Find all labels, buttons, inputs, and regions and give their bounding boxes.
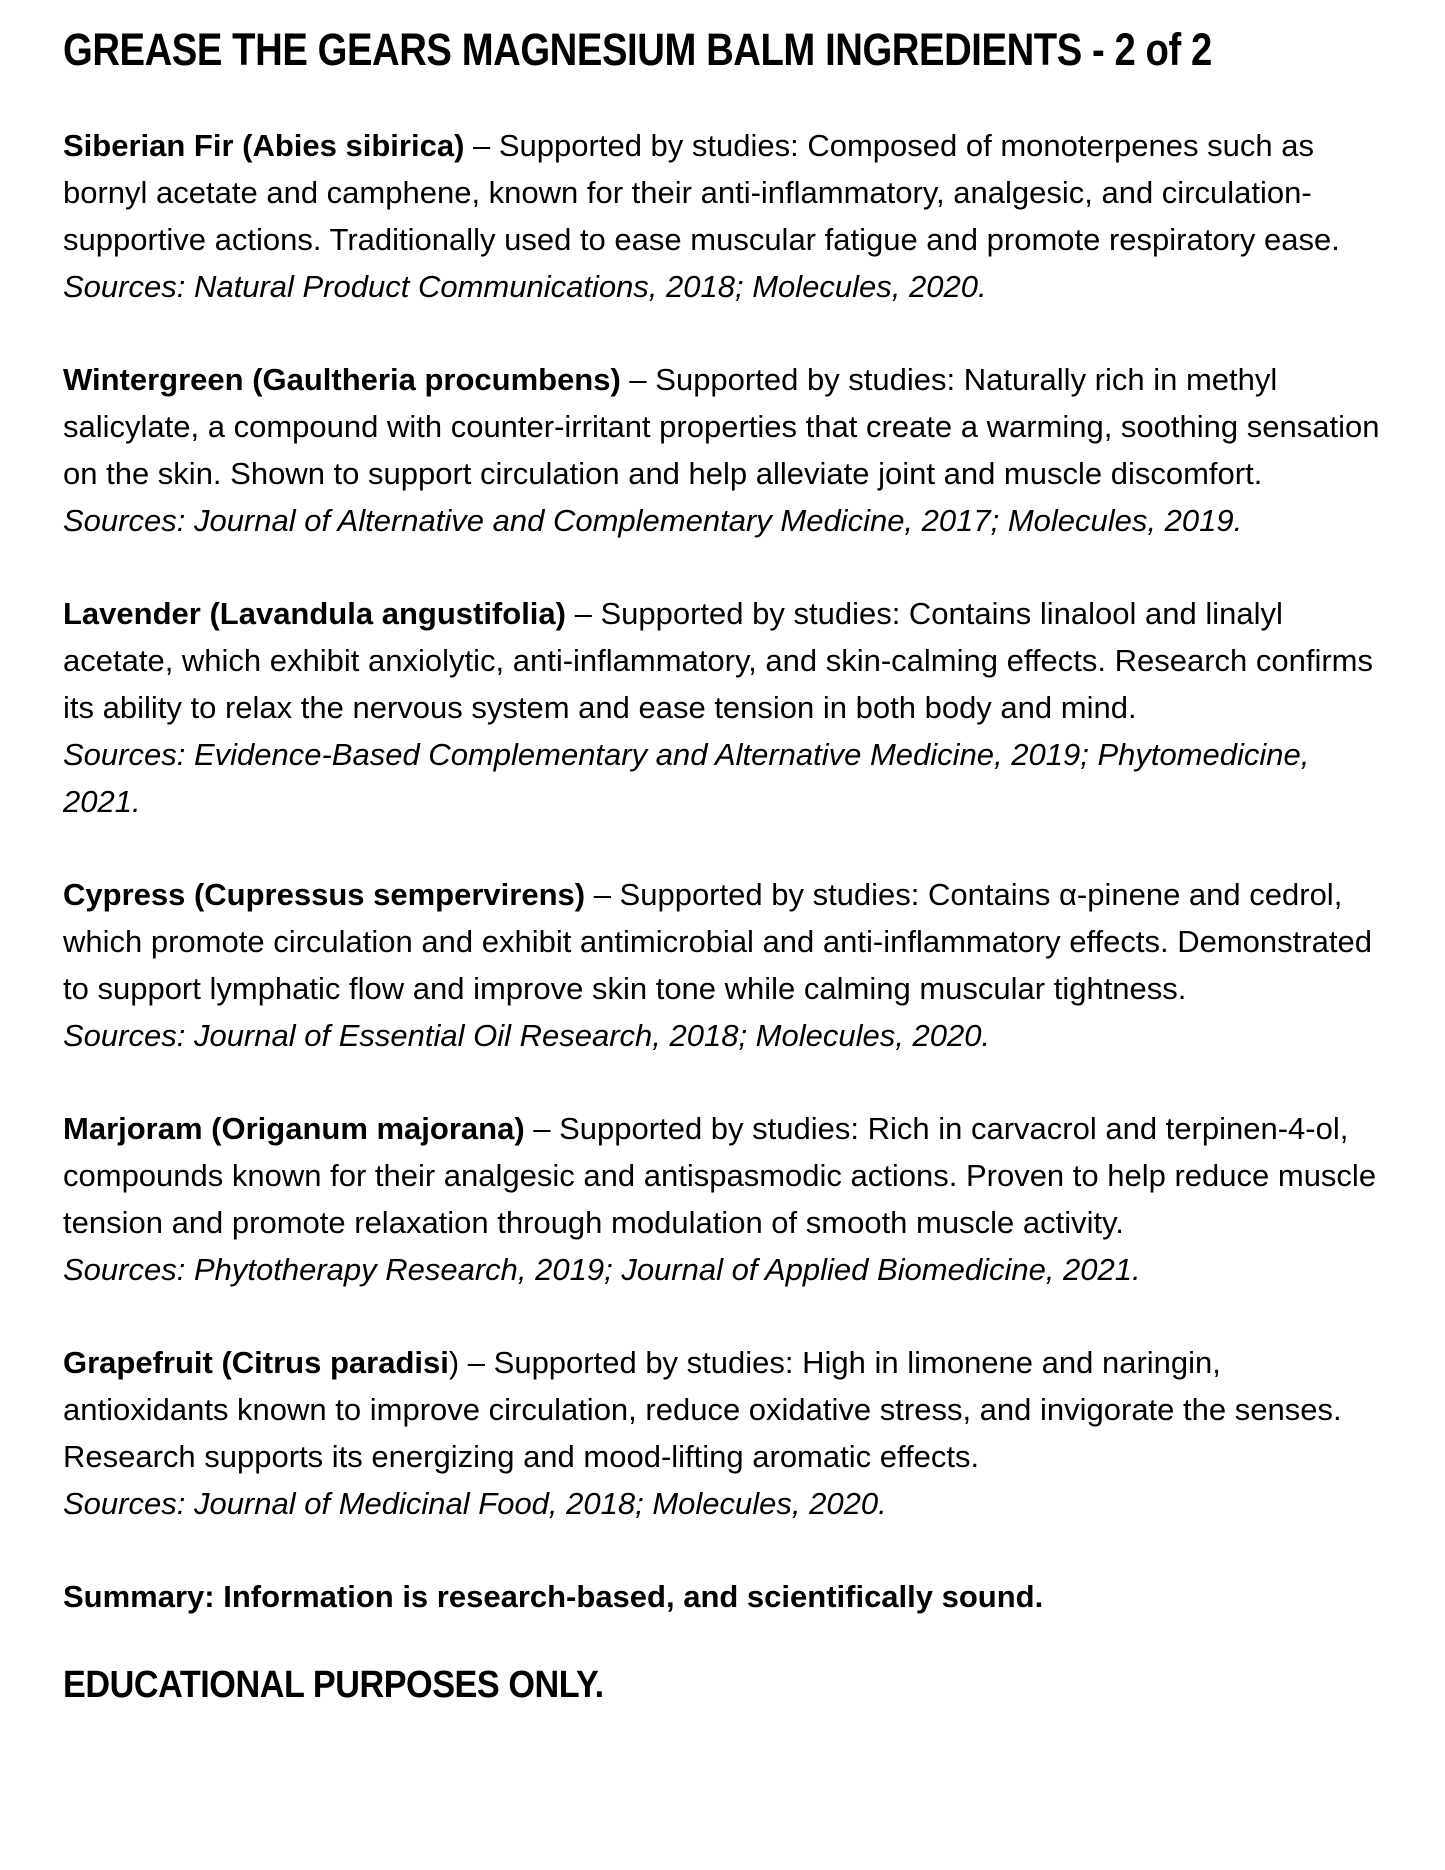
ingredient-description: ) – Supported by studies: High in limonene and naringin, antioxidants known to improve circulation, reduce oxidative stress, and invigorate the senses. Research supports its energizing and mood-lifting aromatic effects. [63, 1345, 1342, 1474]
page-title: GREASE THE GEARS MAGNESIUM BALM INGREDIENTS - 2 of 2 [63, 24, 1212, 75]
summary-text: Summary: Information is research-based, and scientifically sound. [63, 1579, 1044, 1614]
ingredient-sources: Sources: Journal of Essential Oil Research, 2018; Molecules, 2020. [63, 1018, 991, 1053]
ingredient-description: – Supported by studies: Rich in carvacrol and terpinen-4-ol, compounds known for their analgesic and antispasmodic actions. Proven to help reduce muscle tension and promote relaxation through modulation of smooth muscle activity. [63, 1111, 1377, 1240]
ingredient-paragraph [63, 1105, 1387, 1246]
ingredient-description: – Supported by studies: Contains α-pinene and cedrol, which promote circulation and exhibit antimicrobial and anti-inflammatory effects. Demonstrated to support lymphatic flow and improve skin tone while calming muscular tightness. [63, 877, 1372, 1006]
ingredient-sources: Sources: Phytotherapy Research, 2019; Journal of Applied Biomedicine, 2021. [63, 1252, 1141, 1287]
ingredient-sources: Sources: Journal of Medicinal Food, 2018; Molecules, 2020. [63, 1486, 887, 1521]
ingredient-sources: Sources: Evidence-Based Complementary and Alternative Medicine, 2019; Phytomedicine, 2021. [63, 737, 1310, 819]
ingredient-name: Siberian Fir (Abies sibirica) [63, 128, 465, 163]
ingredient-name: Wintergreen (Gaultheria procumbens) [63, 362, 621, 397]
ingredient-section [63, 356, 1387, 544]
ingredient-name: Cypress (Cupressus sempervirens) [63, 877, 586, 912]
ingredient-sources: Sources: Journal of Alternative and Complementary Medicine, 2017; Molecules, 2019. [63, 503, 1243, 538]
ingredient-description: – Supported by studies: Composed of monoterpenes such as bornyl acetate and camphene, known for their anti-inflammatory, analgesic, and circulation-supportive actions. Traditionally used to ease muscular fatigue and promote respiratory ease. [63, 128, 1340, 257]
ingredient-section [63, 122, 1387, 310]
ingredient-section [63, 1105, 1387, 1293]
ingredient-section [63, 590, 1387, 825]
ingredient-name: Marjoram (Origanum majorana) [63, 1111, 525, 1146]
ingredient-section [63, 1339, 1387, 1527]
footer-disclaimer: EDUCATIONAL PURPOSES ONLY. [63, 1664, 604, 1706]
ingredient-paragraph [63, 356, 1387, 497]
ingredient-description: – Supported by studies: Naturally rich in methyl salicylate, a compound with counter-irritant properties that create a warming, soothing sensation on the skin. Shown to support circulation and help alleviate joint and muscle discomfort. [63, 362, 1380, 491]
ingredient-paragraph [63, 871, 1387, 1012]
ingredient-paragraph [63, 590, 1387, 731]
ingredient-section [63, 871, 1387, 1059]
ingredient-description: – Supported by studies: Contains linalool and linalyl acetate, which exhibit anxiolytic, anti-inflammatory, and skin-calming effects. Research confirms its ability to relax the nervous system and ease tension in both body and mind. [63, 596, 1374, 725]
ingredient-sources: Sources: Natural Product Communications, 2018; Molecules, 2020. [63, 269, 987, 304]
ingredient-paragraph [63, 1339, 1387, 1480]
ingredient-name: Lavender (Lavandula angustifolia) [63, 596, 566, 631]
ingredient-paragraph [63, 122, 1387, 263]
ingredient-name: Grapefruit (Citrus paradisi [63, 1345, 449, 1380]
